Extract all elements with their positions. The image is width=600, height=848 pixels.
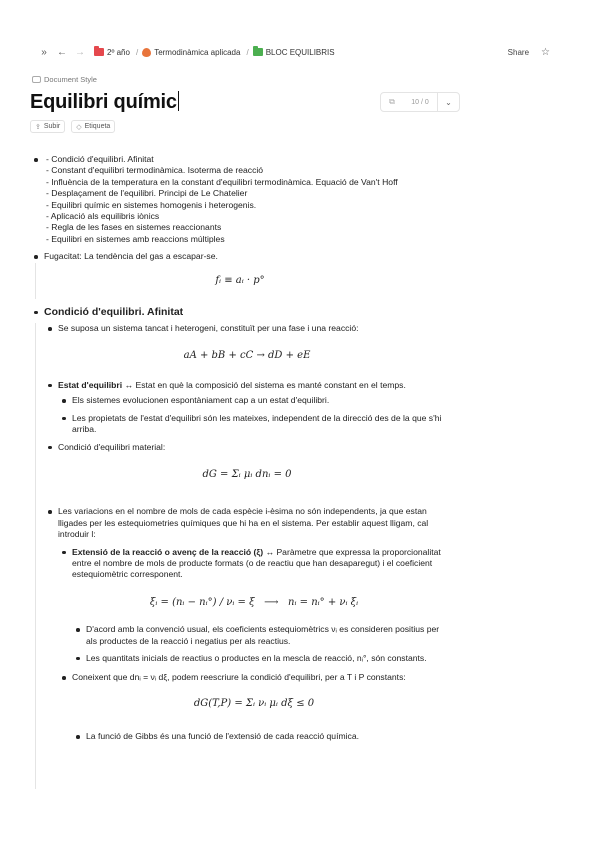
fugacitat-item: Fugacitat: La tendència del gas a escapar-se. <box>30 251 450 262</box>
chevron-down-icon[interactable]: ⌄ <box>437 93 459 111</box>
toc-item: - Equilibri químic en sistemes homogenis i heterogenis. <box>46 199 257 210</box>
gibbs-item: La funció de Gibbs és una funció de l'extensió de cada reacció química. <box>72 731 450 742</box>
star-icon[interactable]: ☆ <box>541 46 550 58</box>
variacions-item: Les variacions en el nombre de mols de cada espècie i-èsima no són independents, ja que estan lligades per les estequiometries químiques que hi ha en el sistema. Per establir aquest lligam, cal introduir l: <box>44 506 450 540</box>
page-title[interactable]: Equilibri químic <box>30 91 177 113</box>
tag-chip[interactable]: ◇ Etiqueta <box>71 120 115 133</box>
coneixent-item: Coneixent que dnᵢ = νᵢ dξ, podem reescriure la condició d'equilibri, per a T i P constants: <box>58 672 450 683</box>
toc-item: - Desplaçament de l'equilibri. Principi de Le Chatelier <box>46 188 248 199</box>
doc-chips <box>30 120 115 133</box>
quantitats-item: Les quantitats inicials de reactius o productes en la mescla de reacció, nᵢ°, són constants. <box>72 653 450 664</box>
toc-item: - Equilibri en sistemes amb reaccions múltiples <box>46 233 225 244</box>
intro-item: Se suposa un sistema tancat i heterogeni, constituït per una fase i una reacció: <box>44 323 450 334</box>
counter-value: 10 / 0 <box>411 98 429 106</box>
red-folder-icon <box>94 48 104 56</box>
toc-block <box>30 154 450 245</box>
breadcrumb-label: 2º año <box>107 47 130 57</box>
breadcrumb-item-3[interactable]: / BLOC EQUILIBRIS <box>246 47 335 57</box>
material-item: Condició d'equilibri material: <box>44 442 450 453</box>
share-button[interactable]: Share <box>507 47 530 57</box>
breadcrumb-item-1[interactable] <box>94 48 130 57</box>
tag-icon: ◇ <box>76 123 82 131</box>
convencio-item: D'acord amb la convenció usual, els coeficients estequiomètrics νᵢ es consideren positius per als productes de la reacció i negatius per als reactius. <box>72 624 450 647</box>
estat-sub-item: Els sistemes evolucionen espontàniament cap a un estat d'equilibri. <box>58 395 450 406</box>
expand-sidebar-icon[interactable]: » <box>41 46 47 58</box>
green-folder-icon <box>253 48 263 56</box>
upload-chip[interactable]: ⇪ Subir <box>30 120 65 133</box>
section-heading: Condició d'equilibri. Afinitat <box>30 307 450 318</box>
forward-arrow-icon[interactable]: → <box>75 46 85 58</box>
extensio-item: Extensió de la reacció o avenç de la reacció (ξ) ↔ Paràmetre que expressa la proporcionalitat entre el nombre de mols de producte formats (o de reactiu que han desaparegut) i el coeficient estequiomètric corresponent. <box>58 547 450 581</box>
document-style-label[interactable]: Document Style <box>32 75 97 84</box>
breadcrumb-label: BLOC EQUILIBRIS <box>265 47 335 57</box>
document-body[interactable] <box>30 154 450 743</box>
estat-sub-item: Les propietats de l'estat d'equilibri són les mateixes, independent de la direcció des de la que s'hi arriba. <box>58 413 450 436</box>
toc-item: - Constant d'equilibri termodinàmica. Isoterma de reacció <box>46 165 264 176</box>
gibbs-equation: dG(T,P) = Σᵢ νᵢ μᵢ dξ ≤ 0 <box>193 697 315 709</box>
fugacity-equation: fᵢ ≡ aᵢ · p° <box>215 274 265 286</box>
breadcrumb-item-2[interactable]: / Termodinàmica aplicada <box>135 47 241 57</box>
toc-item: - Influència de la temperatura en la constant d'equilibri termodinàmica. Equació de Van't Hoff <box>46 176 398 187</box>
extensio-equation: ξᵢ = (nᵢ − nᵢ°) / νᵢ = ξ ⟶ nᵢ = nᵢ° + νᵢ ξᵢ <box>149 596 359 608</box>
text-cursor <box>178 91 179 111</box>
flame-icon <box>142 48 151 57</box>
material-equation: dG = Σᵢ μᵢ dnᵢ = 0 <box>202 468 292 480</box>
section-body <box>30 323 450 743</box>
toc-item: - Condició d'equilibri. Afinitat <box>46 154 154 164</box>
copy-icon[interactable]: ⧉ <box>389 97 395 106</box>
document-style-icon <box>32 76 41 83</box>
upload-icon: ⇪ <box>35 123 41 131</box>
word-counter[interactable] <box>380 92 460 112</box>
reaction-equation: aA + bB + cC → dD + eE <box>183 350 311 362</box>
back-arrow-icon[interactable]: ← <box>57 46 67 58</box>
top-bar <box>36 42 550 62</box>
breadcrumb-label: Termodinàmica aplicada <box>154 47 241 57</box>
toc-item: - Regla de les fases en sistemes reaccionants <box>46 222 222 233</box>
toc-item: - Aplicació als equilibris iònics <box>46 211 160 222</box>
estat-item: Estat d'equilibri ↔ Estat en què la composició del sistema es manté constant en el temps. <box>44 380 450 391</box>
